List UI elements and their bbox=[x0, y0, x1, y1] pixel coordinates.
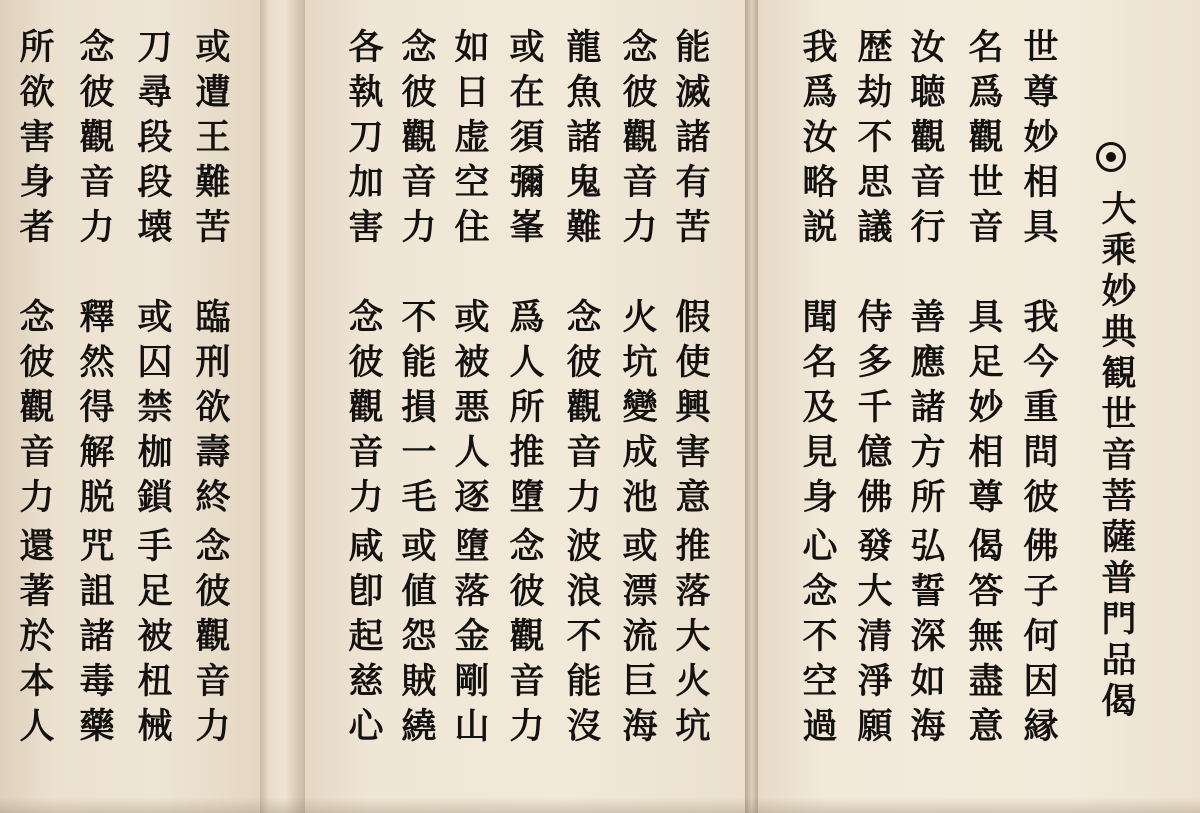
verse-line: 念彼觀音力 bbox=[74, 28, 115, 253]
verse-line: 偈答無盡意 bbox=[963, 527, 1004, 752]
verse-line: 假使興害意 bbox=[670, 298, 711, 523]
verse-line: 咸卽起慈心 bbox=[343, 527, 384, 752]
verse-line: 或在須彌峯 bbox=[504, 28, 545, 253]
verse-line: 爲人所推墮 bbox=[504, 298, 545, 523]
verse-line: 還著於本人 bbox=[14, 527, 55, 752]
verse-line: 各執刀加害 bbox=[343, 28, 384, 253]
verse-line: 念彼觀音力 bbox=[617, 28, 658, 253]
verse-line: 推落大火坑 bbox=[670, 527, 711, 752]
verse-line: 能滅諸有苦 bbox=[670, 28, 711, 253]
verse-line: 發大清淨願 bbox=[852, 527, 893, 752]
verse-line: 或被悪人逐 bbox=[449, 298, 490, 523]
bottom-edge-shadow bbox=[0, 797, 1200, 813]
verse-line: 汝聴觀音行 bbox=[905, 28, 946, 253]
verse-line: 刀尋段段壊 bbox=[132, 28, 173, 253]
verse-line: 念彼觀音力 bbox=[561, 298, 602, 523]
verse-line: 念彼觀音力 bbox=[396, 28, 437, 253]
verse-line: 具足妙相尊 bbox=[963, 298, 1004, 523]
verse-line: 咒詛諸毒藥 bbox=[74, 527, 115, 752]
verse-line: 善應諸方所 bbox=[905, 298, 946, 523]
verse-line: 念彼觀音力 bbox=[343, 298, 384, 523]
verse-line: 弘誓深如海 bbox=[905, 527, 946, 752]
verse-line: 波浪不能沒 bbox=[561, 527, 602, 752]
verse-line: 聞名及見身 bbox=[797, 298, 838, 523]
verse-line: 念彼觀音力 bbox=[14, 298, 55, 523]
verse-line: 墮落金剛山 bbox=[449, 527, 490, 752]
verse-line: 世尊妙相具 bbox=[1018, 28, 1059, 253]
verse-line: 手足被杻械 bbox=[132, 527, 173, 752]
verse-line: 名爲觀世音 bbox=[963, 28, 1004, 253]
verse-line: 龍魚諸鬼難 bbox=[561, 28, 602, 253]
left-page bbox=[0, 0, 260, 813]
verse-line: 或漂流巨海 bbox=[617, 527, 658, 752]
verse-line: 釋然得解脱 bbox=[74, 298, 115, 523]
verse-line: 我今重問彼 bbox=[1018, 298, 1059, 523]
bullseye-icon bbox=[1096, 142, 1126, 172]
verse-line: 心念不空過 bbox=[797, 527, 838, 752]
verse-line: 念彼觀音力 bbox=[190, 527, 231, 752]
verse-line: 或値怨賊繞 bbox=[396, 527, 437, 752]
verse-line: 不能損一毛 bbox=[396, 298, 437, 523]
verse-line: 佛子何因縁 bbox=[1018, 527, 1059, 752]
verse-line: 臨刑欲壽終 bbox=[190, 298, 231, 523]
page-fold bbox=[745, 0, 758, 813]
sutra-title: 大乘妙典観世音菩薩普門品偈 bbox=[1096, 190, 1137, 723]
verse-line: 念彼觀音力 bbox=[504, 527, 545, 752]
verse-line: 歴劫不思議 bbox=[852, 28, 893, 253]
verse-line: 或囚禁枷鎖 bbox=[132, 298, 173, 523]
verse-line: 侍多千億佛 bbox=[852, 298, 893, 523]
page-fold bbox=[260, 0, 305, 813]
verse-line: 或遭王難苦 bbox=[190, 28, 231, 253]
middle-page bbox=[305, 0, 745, 813]
verse-line: 我爲汝略説 bbox=[797, 28, 838, 253]
verse-line: 火坑變成池 bbox=[617, 298, 658, 523]
verse-line: 所欲害身者 bbox=[14, 28, 55, 253]
verse-line: 如日虚空住 bbox=[449, 28, 490, 253]
